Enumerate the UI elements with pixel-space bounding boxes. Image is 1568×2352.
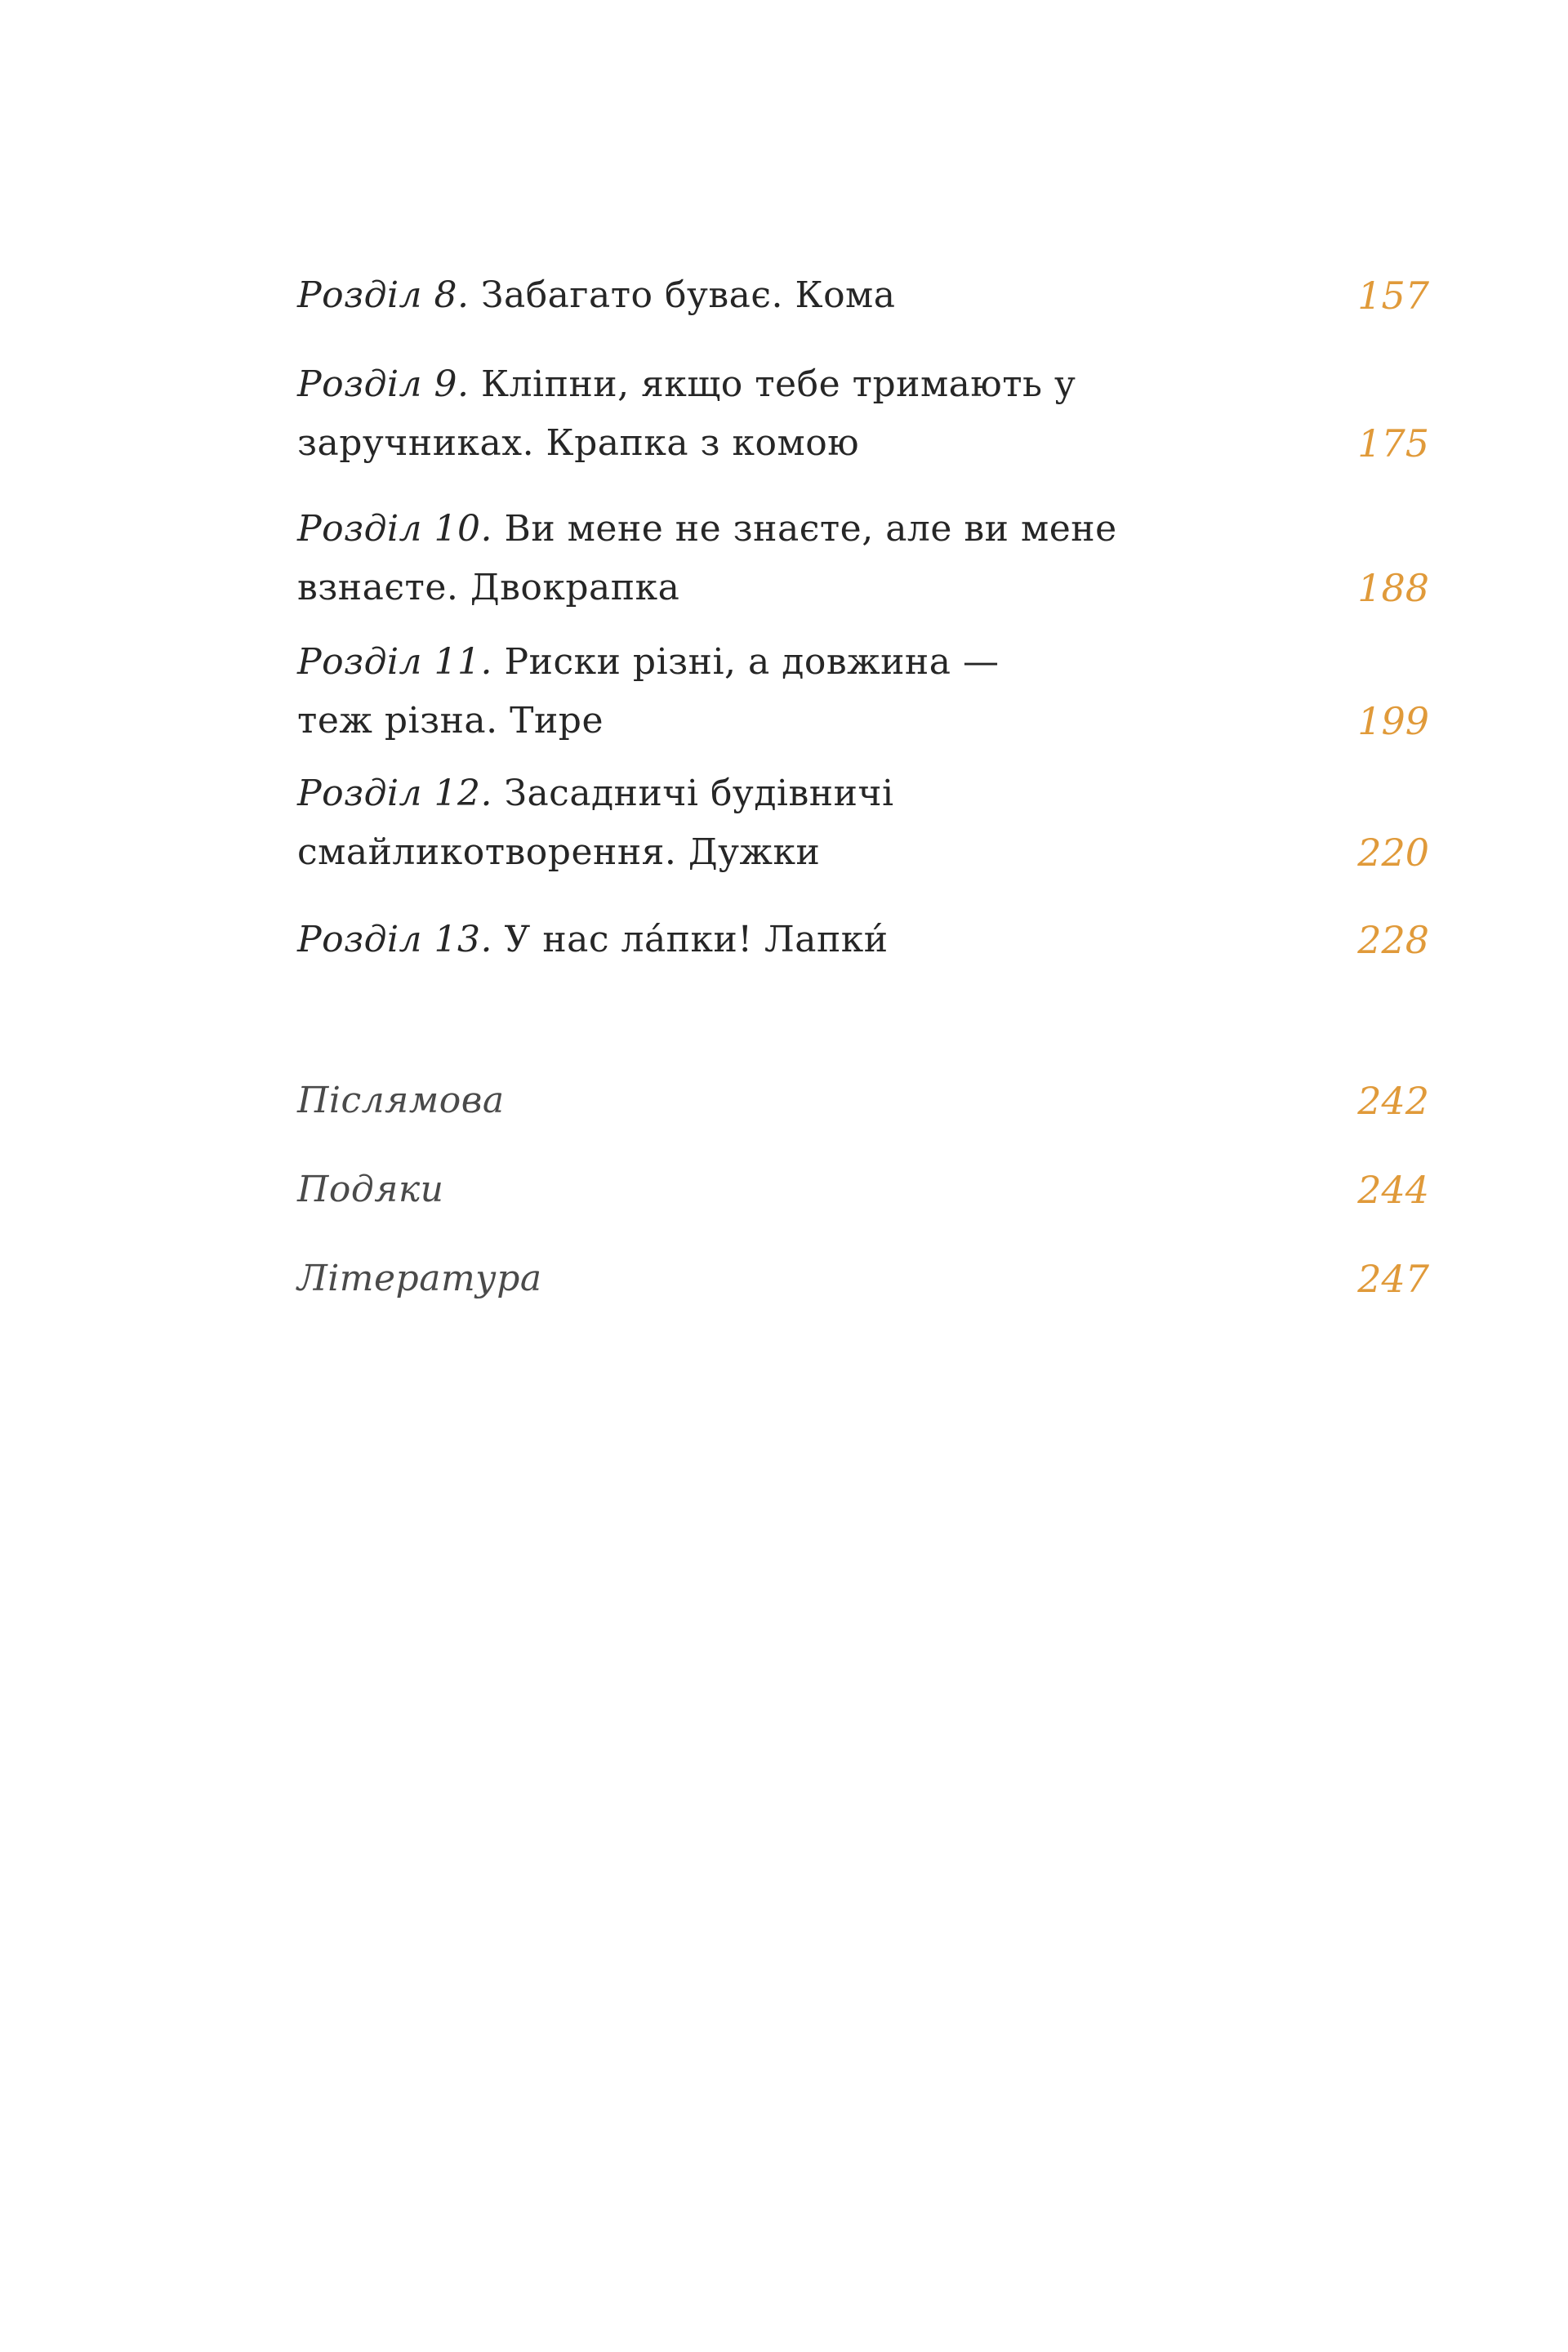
- toc-entry-chapter-12[interactable]: [297, 764, 1429, 882]
- page-number: 157: [1357, 274, 1429, 318]
- section-title: Література: [297, 1258, 542, 1299]
- section-title: Подяки: [297, 1169, 444, 1210]
- chapter-label: Розділ 10.: [297, 508, 493, 550]
- page-number: 175: [1357, 421, 1429, 466]
- page-number: 244: [1357, 1168, 1429, 1212]
- page-number: 242: [1357, 1079, 1429, 1123]
- chapter-title: Ви мене не знаєте, але ви мене взнаєте. Двокрапка: [297, 508, 1117, 608]
- chapter-label: Розділ 9.: [297, 363, 470, 405]
- toc-entry-chapter-13[interactable]: [297, 911, 1429, 969]
- toc-entry-afterword[interactable]: [297, 1071, 1429, 1130]
- page-number: 228: [1357, 918, 1429, 962]
- chapter-title: Риски різні, а довжина — теж різна. Тире: [297, 641, 1000, 742]
- page-number: 220: [1357, 831, 1429, 875]
- page-number: 188: [1357, 566, 1429, 610]
- chapter-label: Розділ 13.: [297, 919, 493, 960]
- chapter-label: Розділ 11.: [297, 641, 493, 683]
- chapter-title: Кліпни, якщо тебе тримають у заручниках. Крапка з комою: [297, 363, 1076, 464]
- toc-entry-chapter-11[interactable]: [297, 633, 1429, 751]
- toc-entry-bibliography[interactable]: [297, 1250, 1429, 1308]
- toc-entry-chapter-10[interactable]: [297, 500, 1429, 617]
- page-number: 247: [1357, 1257, 1429, 1301]
- chapter-title: У нас ла́пки! Лапки́: [504, 919, 889, 960]
- page-number: 199: [1357, 699, 1429, 743]
- chapter-title: Засадничі будівничі смайликотворення. Дужки: [297, 773, 894, 873]
- toc-entry-chapter-8[interactable]: [297, 266, 1429, 325]
- chapter-label: Розділ 12.: [297, 773, 493, 814]
- section-title: Післямова: [297, 1080, 505, 1121]
- chapter-label: Розділ 8.: [297, 274, 470, 316]
- toc-entry-acknowledgements[interactable]: [297, 1160, 1429, 1219]
- toc-entry-chapter-9[interactable]: [297, 355, 1429, 473]
- chapter-title: Забагато буває. Кома: [481, 274, 896, 316]
